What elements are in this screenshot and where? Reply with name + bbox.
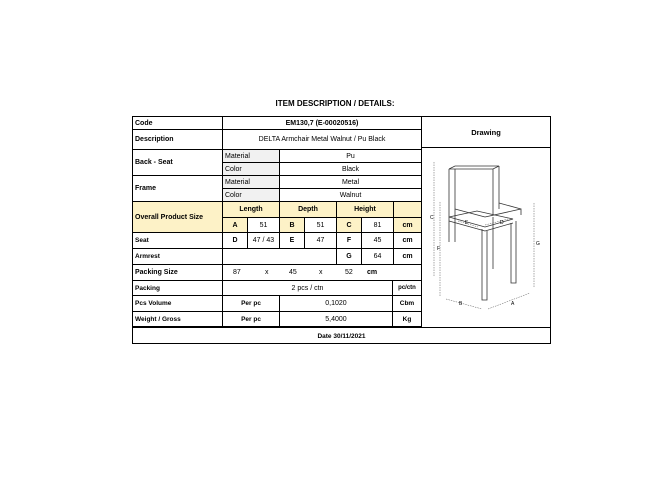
d-value: 47 / 43 [248, 233, 280, 249]
g-key: G [337, 249, 362, 265]
packing-x1: x [265, 269, 269, 276]
length-header: Length [223, 202, 280, 218]
overall-size-label: Overall Product Size [133, 202, 223, 233]
date-footer: Date 30/11/2021 [133, 327, 550, 344]
label-a: A [511, 301, 515, 307]
packing-size-label: Packing Size [133, 265, 223, 281]
back-seat-label: Back - Seat [133, 150, 223, 176]
back-seat-material-label: Material [223, 150, 280, 163]
back-seat-material: Pu [280, 150, 422, 163]
armrest-unit: cm [394, 249, 422, 265]
c-key: C [337, 218, 362, 233]
page-title: ITEM DESCRIPTION / DETAILS: [275, 99, 395, 108]
armrest-label: Armrest [133, 249, 223, 265]
height-header: Height [337, 202, 394, 218]
g-value: 64 [362, 249, 394, 265]
seat-label: Seat [133, 233, 223, 249]
pcs-volume-per: Per pc [223, 296, 280, 312]
f-value: 45 [362, 233, 394, 249]
label-c: C [430, 215, 434, 221]
label-d: D [500, 220, 504, 226]
back-seat-color: Black [280, 163, 422, 176]
a-key: A [223, 218, 248, 233]
weight-value: 5,4000 [280, 312, 393, 327]
overall-unit-spacer [394, 202, 422, 218]
pcs-volume-label: Pcs Volume [133, 296, 223, 312]
packing-height: 52 [345, 269, 353, 276]
packing-unit: pc/ctn [393, 281, 422, 296]
depth-header: Depth [280, 202, 337, 218]
weight-label: Weight / Gross [133, 312, 223, 327]
overall-unit: cm [394, 218, 422, 233]
packing-size-values [223, 265, 422, 281]
frame-color: Walnut [280, 189, 422, 202]
description-value: DELTA Armchair Metal Walnut / Pu Black [223, 130, 422, 150]
pcs-volume-unit: Cbm [393, 296, 422, 312]
weight-per: Per pc [223, 312, 280, 327]
label-b: B [459, 301, 463, 307]
f-key: F [337, 233, 362, 249]
frame-material: Metal [280, 176, 422, 189]
c-value: 81 [362, 218, 394, 233]
e-value: 47 [305, 233, 337, 249]
frame-label: Frame [133, 176, 223, 202]
packing-label: Packing [133, 281, 223, 296]
description-label: Description [133, 130, 223, 150]
b-key: B [280, 218, 305, 233]
label-g: G [536, 241, 540, 247]
packing-value: 2 pcs / ctn [223, 281, 393, 296]
e-key: E [280, 233, 305, 249]
pcs-volume-value: 0,1020 [280, 296, 393, 312]
a-value: 51 [248, 218, 280, 233]
packing-size-unit: cm [367, 269, 378, 276]
armrest-spacer [223, 249, 337, 265]
code-value: EM130,7 (E-00020516) [223, 117, 422, 130]
drawing-panel [422, 117, 550, 327]
drawing-label: Drawing [471, 128, 501, 137]
weight-unit: Kg [393, 312, 422, 327]
b-value: 51 [305, 218, 337, 233]
d-key: D [223, 233, 248, 249]
label-f: F [437, 246, 441, 252]
spec-table [133, 117, 422, 327]
chair-drawing [422, 147, 550, 327]
code-label: Code [133, 117, 223, 130]
packing-length: 87 [233, 269, 241, 276]
packing-x2: x [319, 269, 323, 276]
packing-width: 45 [289, 269, 297, 276]
frame-color-label: Color [223, 189, 280, 202]
label-e: E [465, 220, 469, 226]
seat-unit: cm [394, 233, 422, 249]
back-seat-color-label: Color [223, 163, 280, 176]
spec-sheet [132, 116, 551, 344]
frame-material-label: Material [223, 176, 280, 189]
